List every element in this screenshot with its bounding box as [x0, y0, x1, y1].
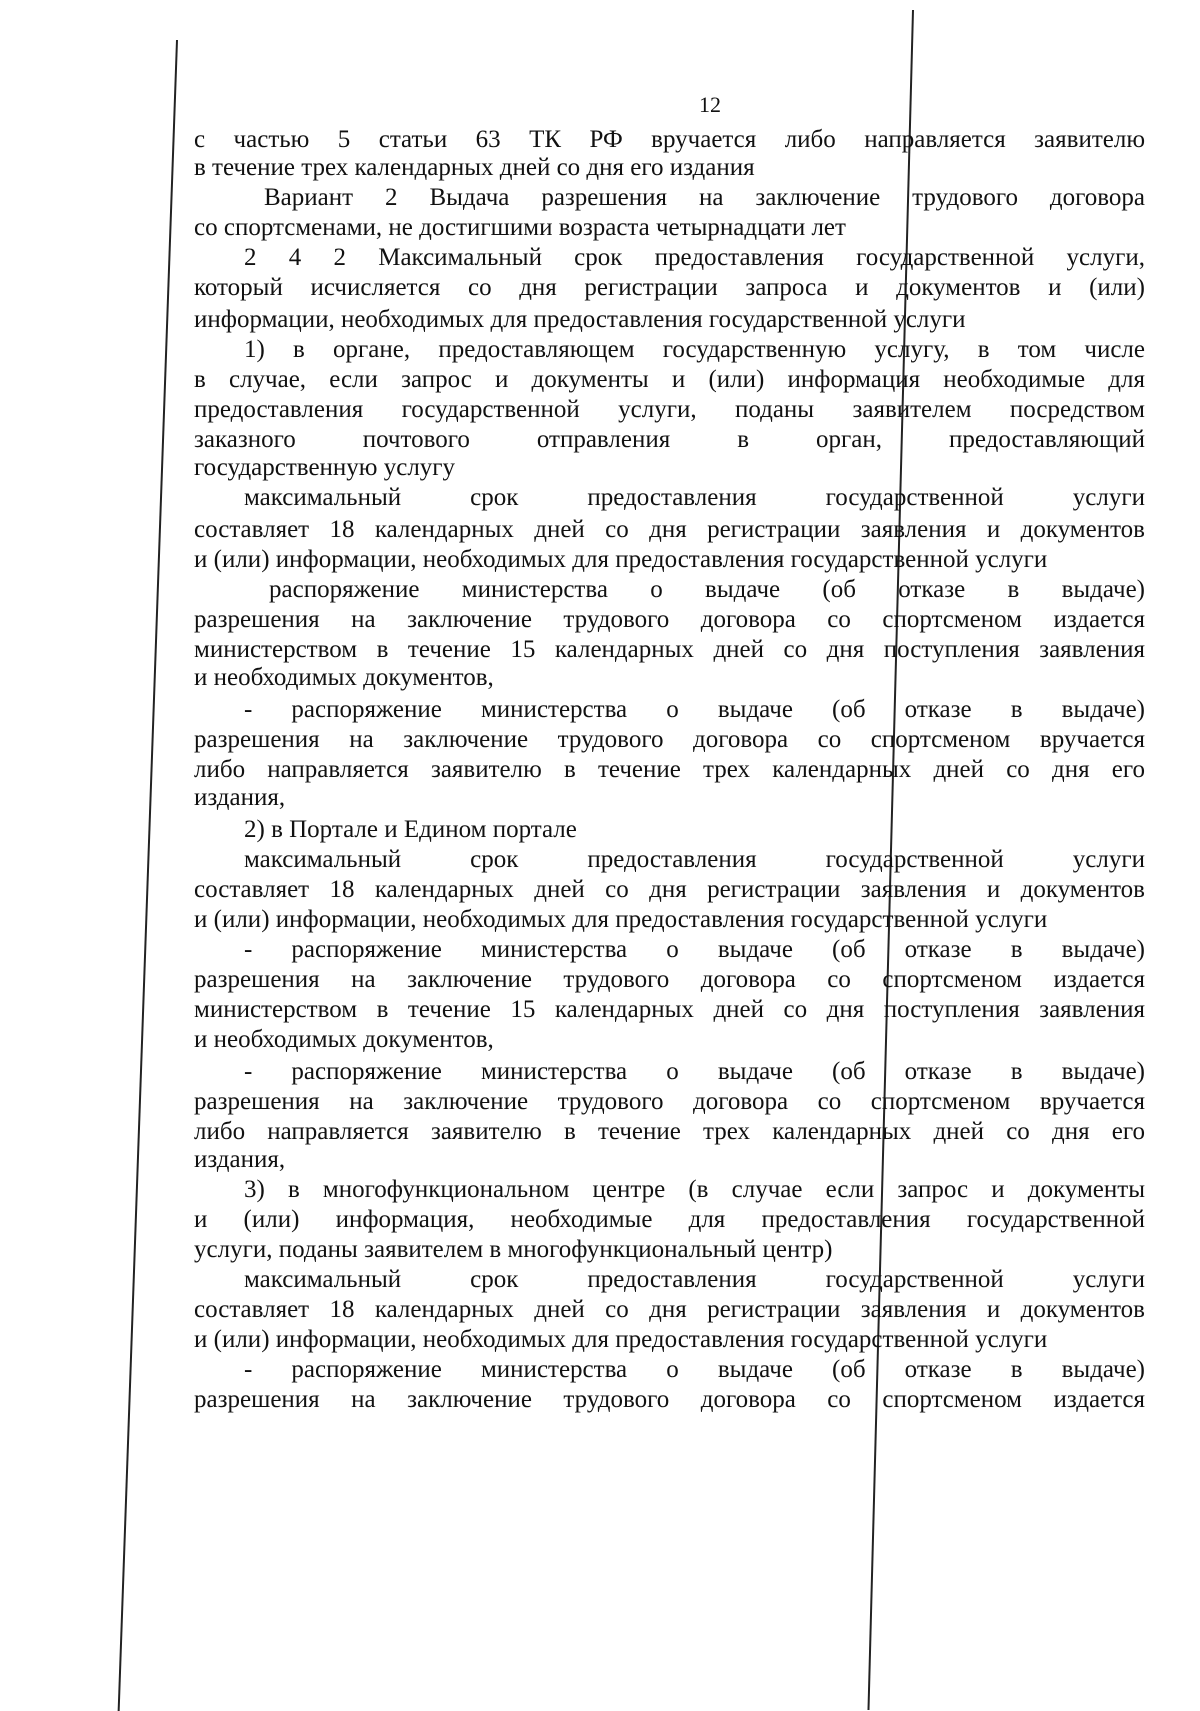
text-line: заказного почтового отправления в орган, предоставляющий [194, 426, 1145, 453]
text-line: разрешения на заключение трудового договора со спортсменом издается [194, 966, 1145, 993]
text-line: 1) в органе, предоставляющем государственную услугу, в том числе [244, 336, 1145, 363]
text-line: издания, [194, 1146, 286, 1173]
text-line: - распоряжение министерства о выдаче (об отказе в выдаче) [244, 696, 1145, 723]
text-line: Вариант 2 Выдача разрешения на заключение трудового договора [264, 184, 1145, 211]
text-line: - распоряжение министерства о выдаче (об отказе в выдаче) [244, 1356, 1145, 1383]
text-line: и (или) информации, необходимых для предоставления государственной услуги [194, 1326, 1048, 1353]
text-line: и (или) информации, необходимых для предоставления государственной услуги [194, 546, 1048, 573]
text-line: составляет 18 календарных дней со дня регистрации заявления и документов [194, 876, 1145, 903]
text-line: и необходимых документов, [194, 1026, 494, 1053]
text-line: со спортсменами, не достигшими возраста четырнадцати лет [194, 214, 846, 241]
text-line: министерством в течение 15 календарных дней со дня поступления заявления [194, 996, 1145, 1023]
text-line: и необходимых документов, [194, 664, 494, 691]
text-line: разрешения на заключение трудового договора со спортсменом вручается [194, 726, 1145, 753]
text-line: максимальный срок предоставления государственной услуги [244, 846, 1145, 873]
text-line: в случае, если запрос и документы и (или) информация необходимые для [194, 366, 1145, 393]
text-line: государственную услугу [194, 454, 456, 481]
text-line: составляет 18 календарных дней со дня регистрации заявления и документов [194, 516, 1145, 543]
text-line: министерством в течение 15 календарных дней со дня поступления заявления [194, 636, 1145, 663]
text-line: информации, необходимых для предоставления государственной услуги [194, 306, 966, 333]
text-line: составляет 18 календарных дней со дня регистрации заявления и документов [194, 1296, 1145, 1323]
text-line: либо направляется заявителю в течение трех календарных дней со дня его [194, 1118, 1145, 1145]
text-line: который исчисляется со дня регистрации запроса и документов и (или) [194, 274, 1145, 301]
text-line: предоставления государственной услуги, поданы заявителем посредством [194, 396, 1145, 423]
page-number: 12 [699, 92, 721, 117]
text-line: разрешения на заключение трудового договора со спортсменом вручается [194, 1088, 1145, 1115]
text-line: распоряжение министерства о выдаче (об отказе в выдаче) [269, 576, 1145, 603]
text-line: разрешения на заключение трудового договора со спортсменом издается [194, 1386, 1145, 1413]
text-line: и (или) информации, необходимых для предоставления государственной услуги [194, 906, 1048, 933]
text-line: - распоряжение министерства о выдаче (об отказе в выдаче) [244, 936, 1145, 963]
text-line: и (или) информация, необходимые для предоставления государственной [194, 1206, 1145, 1233]
text-line: максимальный срок предоставления государственной услуги [244, 484, 1145, 511]
text-line: - распоряжение министерства о выдаче (об отказе в выдаче) [244, 1058, 1145, 1085]
text-line: разрешения на заключение трудового договора со спортсменом издается [194, 606, 1145, 633]
text-line: максимальный срок предоставления государственной услуги [244, 1266, 1145, 1293]
text-line: в течение трех календарных дней со дня его издания [194, 154, 755, 181]
text-line: 3) в многофункциональном центре (в случае если запрос и документы [244, 1176, 1145, 1203]
text-line: либо направляется заявителю в течение трех календарных дней со дня его [194, 756, 1145, 783]
text-line: издания, [194, 784, 286, 811]
text-line: 2) в Портале и Едином портале [244, 816, 577, 843]
text-line: услуги, поданы заявителем в многофункциональный центр) [194, 1236, 833, 1263]
text-line: 2 4 2 Максимальный срок предоставления государственной услуги, [244, 244, 1145, 271]
scan-line-left [118, 40, 178, 1711]
text-line: с частью 5 статьи 63 ТК РФ вручается либо направляется заявителю [194, 126, 1145, 153]
